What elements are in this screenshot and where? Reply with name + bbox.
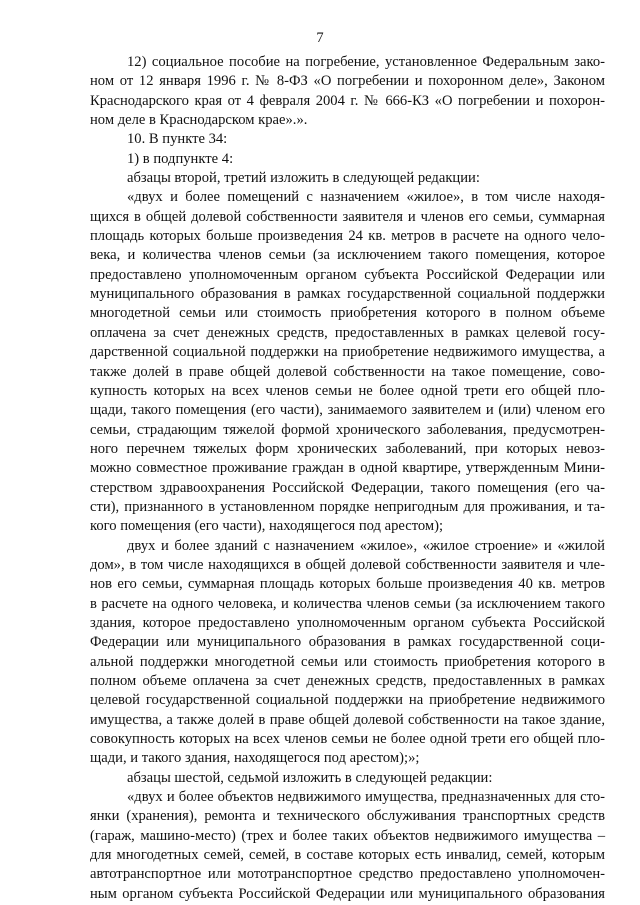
- text-line: в расчете на одного человека, и количества членов семьи (за исключением такого: [90, 595, 605, 612]
- text-line: стерством здравоохранения Российской Федерации, такого помещения (его ча-: [90, 479, 605, 496]
- text-line: сти), признанного в установленном порядке непригодным для проживания, и та-: [90, 498, 605, 515]
- text-line: многодетной семьи или стоимость приобретения которого в полном объеме: [90, 305, 605, 322]
- text-line: щади, такого помещения (его части), занимаемого заявителем и (или) членом его: [90, 402, 605, 419]
- text-line: также долей в праве общей долевой собственности на такое помещение, сово-: [90, 363, 605, 380]
- text-line: 10. В пункте 34:: [127, 131, 228, 148]
- text-line: 12) социальное пособие на погребение, установленное Федеральным зако-: [127, 54, 605, 70]
- text-line: можно совместное проживание граждан в одной квартире, утвержденным Мини-: [90, 460, 605, 477]
- text-line: альной поддержки многодетной семьи или стоимость приобретения которого в: [90, 653, 605, 670]
- text-line: ном деле в Краснодарском крае».».: [90, 112, 308, 129]
- text-line: оплачена за счет денежных средств, предоставленных в рамках целевой госу-: [90, 324, 605, 341]
- document-body: [90, 53, 605, 904]
- text-line: кого помещения (его части), находящегося под арестом);: [90, 518, 444, 535]
- text-line: предоставлено уполномоченным органом субъекта Российской Федерации или: [90, 266, 605, 283]
- text-line: ного перечнем тяжелых форм хронических заболеваний, при которых невоз-: [90, 440, 605, 457]
- text-line: нов его семьи, суммарная площадь которых больше произведения 40 кв. метров: [90, 576, 605, 593]
- text-line: «двух и более объектов недвижимого имущества, предназначенных для сто-: [127, 789, 605, 806]
- text-line: муниципального образования в рамках государственной социальной поддержки: [90, 286, 605, 303]
- text-line: ном от 12 января 1996 г. № 8-ФЗ «О погребении и похоронном деле», Законом: [90, 73, 605, 90]
- text-line: здания, которое предоставлено уполномоченным органом субъекта Российской: [90, 614, 605, 631]
- text-line: абзацы шестой, седьмой изложить в следующей редакции:: [127, 769, 493, 786]
- text-line: площадь которых больше произведения 24 кв. метров в расчете на одного чело-: [90, 228, 605, 245]
- text-line: двух и более зданий с назначением «жилое», «жилое строение» и «жилой: [127, 537, 605, 554]
- text-line: совокупность которых на всех членов семьи не более одной трети его общей пло-: [90, 731, 605, 748]
- text-line: имущества, а также долей в праве общей долевой собственности на такое здание,: [90, 711, 605, 728]
- text-line: (гараж, машино-место) (трех и более таких объектов недвижимого имущества –: [90, 827, 605, 844]
- text-line: семьи, страдающим тяжелой формой хронического заболевания, предусмотрен-: [90, 421, 605, 438]
- text-line: для многодетных семей, семей, в составе которых есть инвалид, семей, которым: [90, 847, 605, 864]
- text-line: целевой государственной социальной поддержки на приобретение недвижимого: [90, 692, 605, 709]
- text-line: купность которых на всех членов семьи не более одной трети его общей пло-: [90, 382, 605, 399]
- text-line: щихся в общей долевой собственности заявителя и членов его семьи, суммарная: [90, 208, 605, 225]
- text-line: щади, и такого здания, находящегося под арестом);»;: [90, 750, 420, 767]
- text-line: янки (хранения), ремонта и технического обслуживания транспортных средств: [90, 808, 605, 825]
- text-line: ным органом субъекта Российской Федерации или муниципального образования: [90, 885, 605, 902]
- text-line: века, и количества членов семьи (за исключением такого помещения, которое: [90, 247, 605, 264]
- text-line: Краснодарского края от 4 февраля 2004 г. № 666-КЗ «О погребении и похорон-: [90, 92, 605, 109]
- text-line: абзацы второй, третий изложить в следующей редакции:: [127, 170, 480, 187]
- text-line: Федерации или муниципального образования в рамках государственной соци-: [90, 634, 605, 651]
- page-number: 7: [316, 30, 324, 46]
- text-line: полном объеме оплачена за счет денежных средств, предоставленных в рамках: [90, 673, 605, 689]
- text-line: 1) в подпункте 4:: [127, 150, 234, 167]
- text-line: автотранспортное или мототранспортное средство предоставлено уполномочен-: [90, 866, 605, 883]
- text-line: дарственной социальной поддержки на приобретение недвижимого имущества, а: [90, 344, 605, 361]
- text-line: «двух и более помещений с назначением «жилое», в том числе находя-: [127, 189, 605, 206]
- text-line: дом», в том числе находящихся в общей долевой собственности заявителя и чле-: [90, 556, 605, 573]
